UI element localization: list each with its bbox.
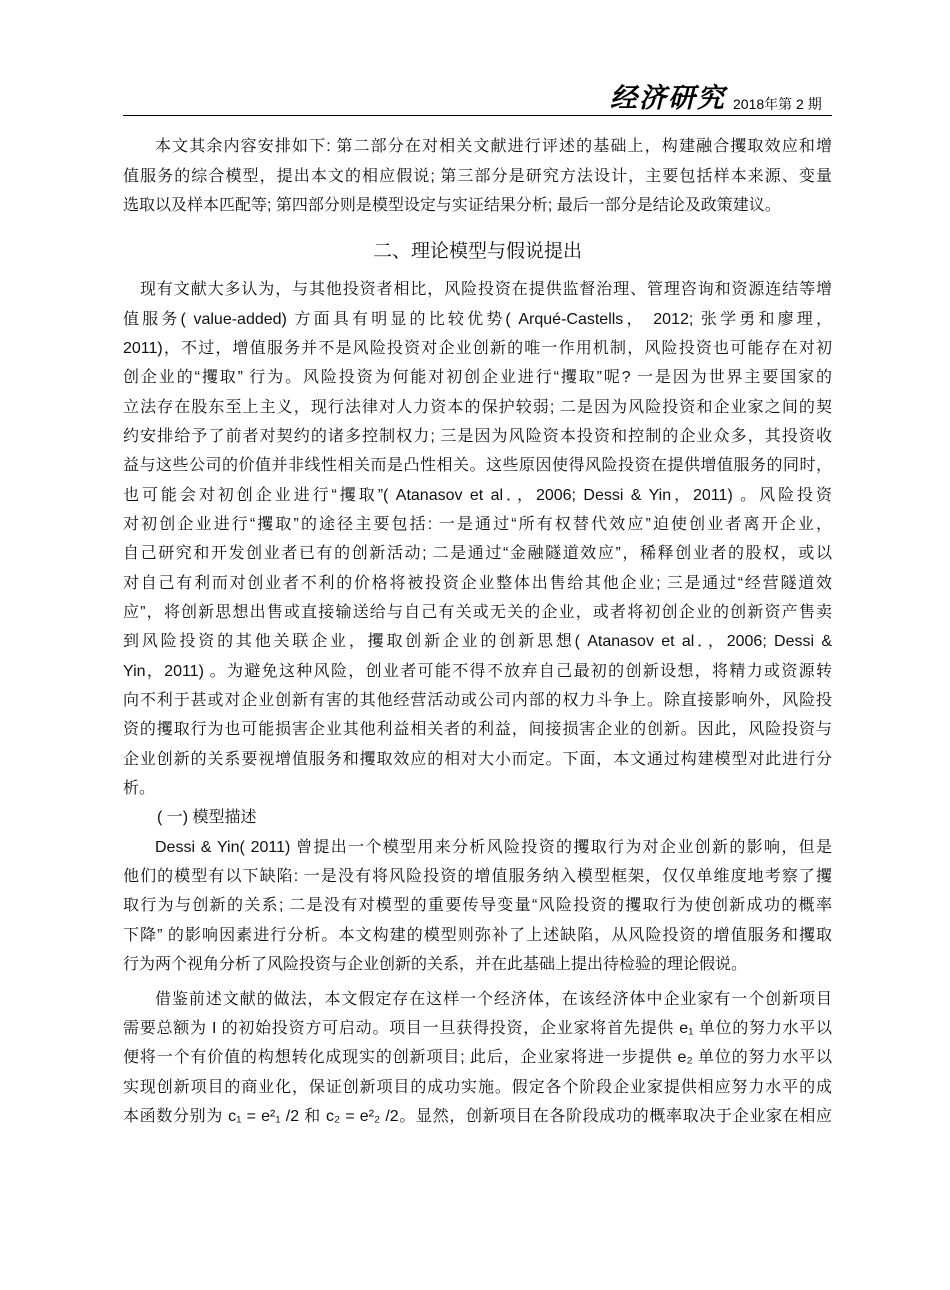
text-line: Yin，2011) 。为避免这种风险，创业者可能不得不放弃自己最初的创新设想，将精力或资源转 <box>123 662 832 680</box>
text-line: 下降” 的影响因素进行分析。本文构建的模型则弥补了上述缺陷，从风险投资的增值服务和攫取 <box>123 926 832 944</box>
text-line: 益与这些公司的价值并非线性相关而是凸性相关。这些原因使得风险投资在提供增值服务的同时， <box>123 457 832 475</box>
text-line: 实现创新项目的商业化，保证创新项目的成功实施。假定各个阶段企业家提供相应努力水平的成 <box>123 1078 832 1096</box>
text-line: 创企业的“攫取” 行为。风险投资为何能对初创企业进行“攫取”呢? 一是因为世界主要国家的 <box>123 369 832 387</box>
text-line: 到风险投资的其他关联企业，攫取创新企业的创新思想( Atanasov et al．，2006; Dessi & <box>123 633 832 651</box>
intro-paragraph <box>123 132 832 220</box>
text-line: 现有文献大多认为，与其他投资者相比，风险投资在提供监督治理、管理咨询和资源连结等增 <box>140 281 832 299</box>
text-line: 需要总额为 I 的初始投资方可启动。项目一旦获得投资，企业家将首先提供 e₁ 单位的努力水平以 <box>123 1019 832 1037</box>
text-line: 取行为与创新的关系; 二是没有对模型的重要传导变量“风险投资的攫取行为使创新成功的概率 <box>123 897 832 915</box>
theory-paragraph <box>123 275 832 803</box>
text-line: 本文其余内容安排如下: 第二部分在对相关文献进行评述的基础上，构建融合攫取效应和增 <box>155 138 832 156</box>
text-line: 行为两个视角分析了风险投资与企业创新的关系，并在此基础上提出待检验的理论假说。 <box>123 956 748 974</box>
text-line: 析。 <box>123 780 156 798</box>
text-line: 约安排给予了前者对契约的诸多控制权力; 三是因为风险资本投资和控制的企业众多，其投资收 <box>123 427 832 445</box>
text-line: 对自己有利而对创业者不利的价格将被投资企业整体出售给其他企业; 三是通过“经营隧道效 <box>123 574 832 592</box>
text-line: 2011)，不过，增值服务并不是风险投资对企业创新的唯一作用机制，风险投资也可能存在对初 <box>123 339 832 357</box>
model-paragraph-1 <box>123 833 832 980</box>
text-line: 本函数分别为 c₁ = e²₁ /2 和 c₂ = e²₂ /2。显然，创新项目在各阶段成功的概率取决于企业家在相应 <box>123 1107 832 1125</box>
text-line: 应”，将创新思想出售或直接输送给与自己有关或无关的企业，或者将初创企业的创新资产售卖 <box>123 604 832 622</box>
text-line: 值服务( value-added) 方面具有明显的比较优势( Arqué-Castells， 2012; 张学勇和廖理， <box>123 310 832 328</box>
journal-logo: 经济研究 <box>610 83 726 114</box>
text-line: 便将一个有价值的构想转化成现实的创新项目; 此后，企业家将进一步提供 e₂ 单位的努力水平以 <box>123 1049 832 1067</box>
text-line: 值服务的综合模型，提出本文的相应假说; 第三部分是研究方法设计，主要包括样本来源、变量 <box>123 167 832 185</box>
text-line: 借鉴前述文献的做法，本文假定存在这样一个经济体，在该经济体中企业家有一个创新项目 <box>155 990 832 1008</box>
text-line: Dessi & Yin( 2011) 曾提出一个模型用来分析风险投资的攫取行为对企业创新的影响，但是 <box>155 838 832 856</box>
text-line: 向不利于甚或对企业创新有害的其他经营活动或公司内部的权力斗争上。除直接影响外，风险投 <box>123 692 832 710</box>
section-heading: 二、理论模型与假说提出 <box>372 241 582 263</box>
text-line: 立法存在股东至上主义，现行法律对人力资本的保护较弱; 二是因为风险投资和企业家之间的契 <box>123 398 832 416</box>
header-rule <box>123 115 832 116</box>
text-line: 自己研究和开发创业者已有的创新活动; 二是通过“金融隧道效应”，稀释创业者的股权，或以 <box>123 545 832 563</box>
page-body <box>123 132 832 1131</box>
text-line: 对初创企业进行“攫取”的途径主要包括: 一是通过“所有权替代效应”迫使创业者离开企业， <box>123 516 832 534</box>
text-line: 选取以及样本匹配等; 第四部分则是模型设定与实证结果分析; 最后一部分是结论及政策建议。 <box>123 196 781 214</box>
text-line: 也可能会对初创企业进行“攫取”( Atanasov et al．，2006; Dessi & Yin，2011) 。风险投资 <box>123 486 832 504</box>
issue-label: 2018年第 2 期 <box>733 96 822 112</box>
text-line: 他们的模型有以下缺陷: 一是没有将风险投资的增值服务纳入模型框架，仅仅单维度地考察了攫 <box>123 868 832 886</box>
text-line: 资的攫取行为也可能损害企业其他利益相关者的利益，间接损害企业的创新。因此，风险投资与 <box>123 721 832 739</box>
text-line: 企业创新的关系要视增值服务和攫取效应的相对大小而定。下面，本文通过构建模型对此进行分 <box>123 750 832 768</box>
subsection-heading: ( 一) 模型描述 <box>157 809 257 827</box>
model-paragraph-2 <box>123 985 832 1132</box>
